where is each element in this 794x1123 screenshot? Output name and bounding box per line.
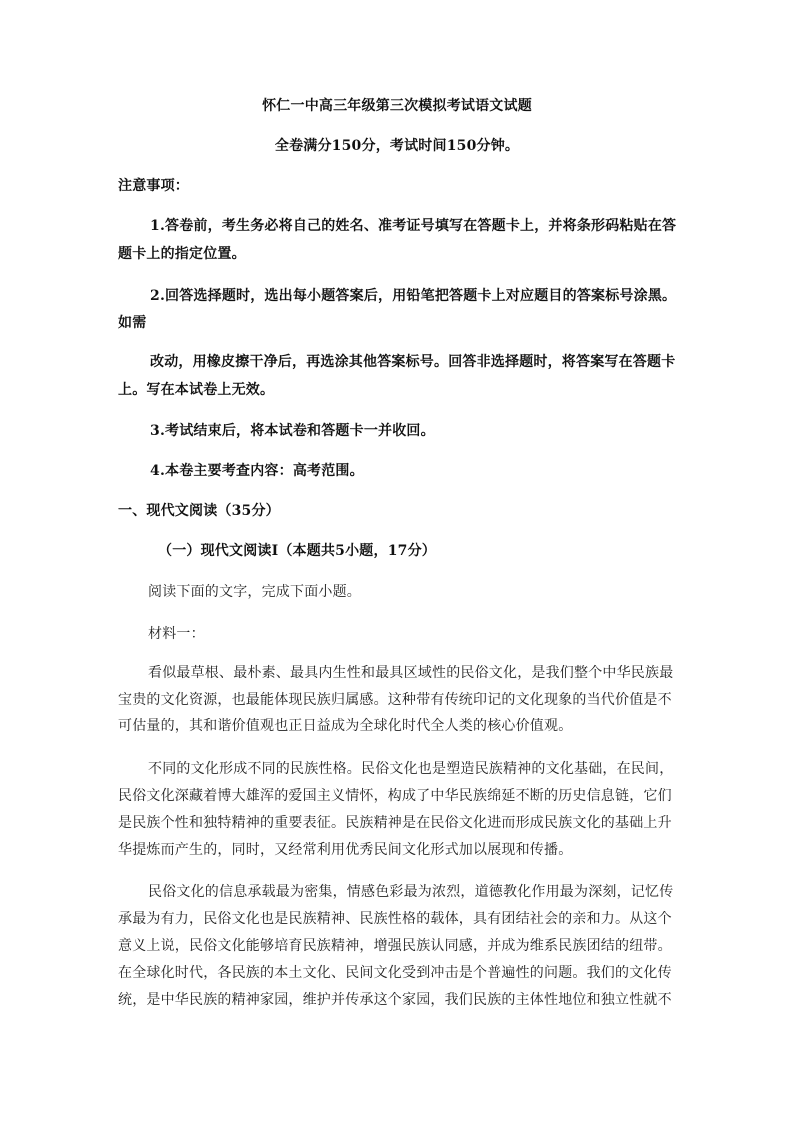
paragraph-3-line-4: 在全球化时代，各民族的本土文化、民间文化受到冲击是个普遍性的问题。我们的文化传 [118,965,672,981]
material-label: 材料一： [148,626,205,642]
paragraph-3-line-1: 民俗文化的信息承载最为密集，情感色彩最为浓烈，道德教化作用最为深刻，记忆传 [148,884,674,900]
paragraph-2-line-2: 民俗文化深藏着博大雄浑的爱国主义情怀，构成了中华民族绵延不断的历史信息链，它们 [118,788,672,804]
section-1-subheading: （一）现代文阅读Ⅰ（本题共5小题，17分） [158,543,436,559]
paragraph-1-line-1: 看似最草根、最朴素、最具内生性和最具区域性的民俗文化，是我们整个中华民族最 [148,665,674,681]
notice-heading: 注意事项： [118,178,189,194]
notice-item-1-line-1: 1.答卷前，考生务必将自己的姓名、准考证号填写在答题卡上，并将条形码粘贴在答 [150,218,677,234]
notice-item-3: 3.考试结束后，将本试卷和答题卡一并收回。 [150,423,435,439]
exam-title: 怀仁一中高三年级第三次模拟考试语文试题 [262,98,532,114]
notice-item-4: 4.本卷主要考查内容：高考范围。 [150,463,364,479]
paragraph-1-line-3: 可估量的，其和谐价值观也正日益成为全球化时代全人类的核心价值观。 [118,718,573,734]
exam-subtitle: 全卷满分150分，考试时间150分钟。 [274,138,520,154]
notice-item-2-line-4: 上。写在本试卷上无效。 [118,382,275,398]
paragraph-3-line-5: 统，是中华民族的精神家园，维护并传承这个家园，我们民族的主体性地位和独立性就不 [118,992,672,1008]
paragraph-2-line-4: 华提炼而产生的，同时，又经常利用优秀民间文化形式加以展现和传播。 [118,842,573,858]
paragraph-1-line-2: 宝贵的文化资源，也最能体现民族归属感。这种带有传统印记的文化现象的当代价值是不 [118,692,672,708]
reading-instruction: 阅读下面的文字，完成下面小题。 [148,584,361,600]
paragraph-2-line-1: 不同的文化形成不同的民族性格。民俗文化也是塑造民族精神的文化基础，在民间， [148,761,674,777]
section-1-heading: 一、现代文阅读（35分） [118,503,280,519]
notice-item-1-line-2: 题卡上的指定位置。 [118,246,246,262]
paragraph-3-line-3: 意义上说，民俗文化能够培育民族精神，增强民族认同感，并成为维系民族团结的纽带。 [118,938,672,954]
paragraph-2-line-3: 是民族个性和独特精神的重要表征。民族精神是在民俗文化进而形成民族文化的基础上升 [118,815,672,831]
notice-item-2-line-1: 2.回答选择题时，选出每小题答案后，用铅笔把答题卡上对应题目的答案标号涂黑。 [150,288,677,304]
notice-item-2-line-2: 如需 [118,315,147,331]
paragraph-3-line-2: 承最为有力，民俗文化也是民族精神、民族性格的载体，具有团结社会的亲和力。从这个 [118,911,672,927]
notice-item-2-line-3: 改动，用橡皮擦干净后，再选涂其他答案标号。回答非选择题时，将答案写在答题卡 [150,354,676,370]
